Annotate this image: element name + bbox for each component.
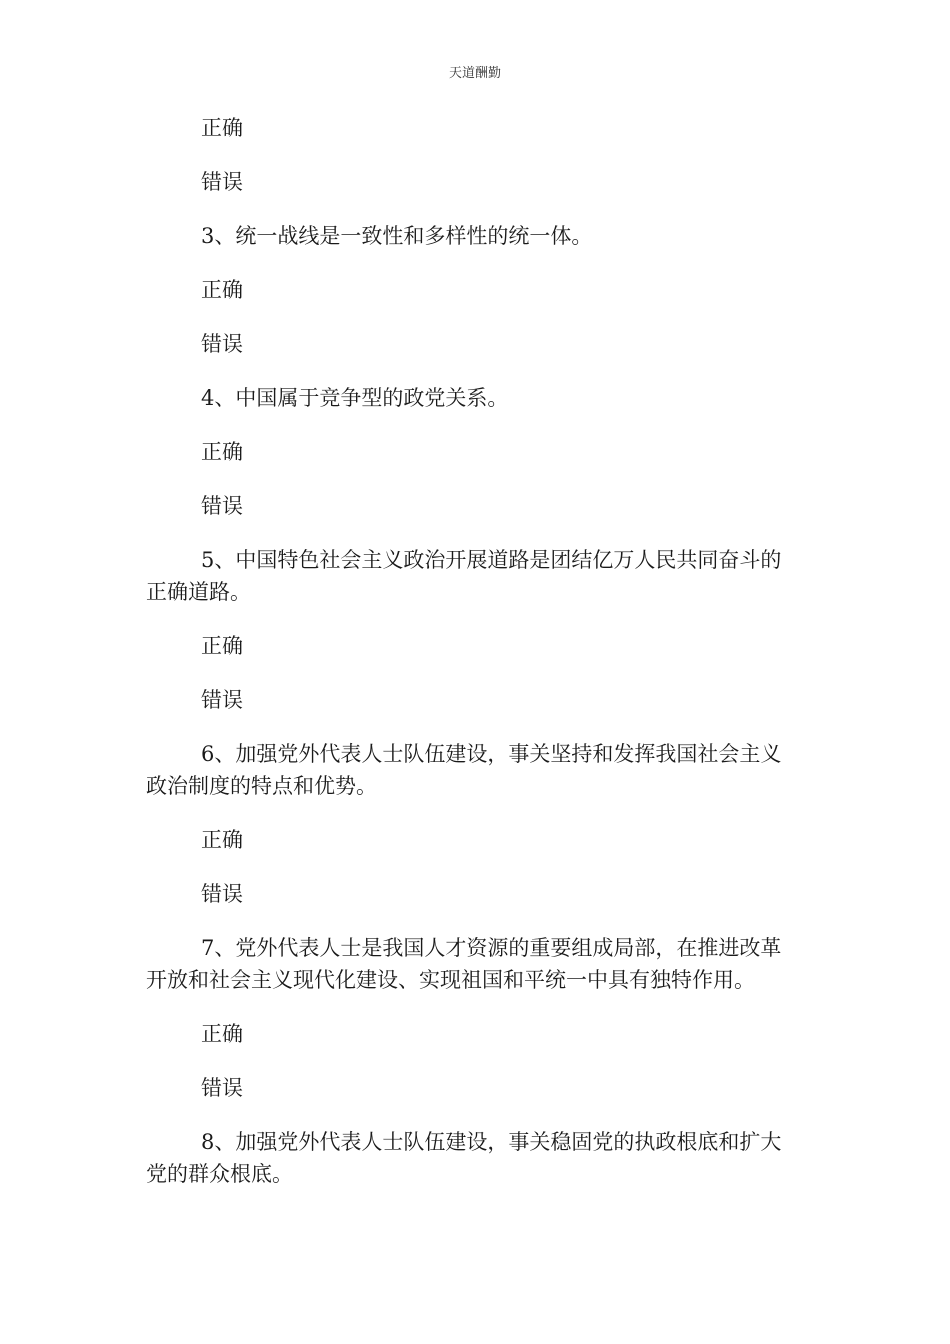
option-correct: 正确 bbox=[201, 116, 243, 140]
document-body bbox=[146, 112, 796, 1212]
option-correct: 正确 bbox=[201, 828, 243, 852]
question-text: 8、加强党外代表人士队伍建设，事关稳固党的执政根底和扩大 bbox=[201, 1130, 782, 1154]
question-text-continued: 正确道路。 bbox=[146, 580, 251, 604]
option-correct: 正确 bbox=[201, 440, 243, 464]
option-wrong: 错误 bbox=[201, 882, 243, 906]
question-6 bbox=[146, 738, 796, 802]
question-4 bbox=[146, 382, 796, 414]
page-header: 天道酬勤 bbox=[448, 66, 501, 81]
option-wrong: 错误 bbox=[201, 1076, 243, 1100]
question-text-continued: 开放和社会主义现代化建设、实现祖国和平统一中具有独特作用。 bbox=[146, 968, 755, 992]
option-wrong: 错误 bbox=[201, 332, 243, 356]
option-wrong: 错误 bbox=[201, 494, 243, 518]
question-text: 5、中国特色社会主义政治开展道路是团结亿万人民共同奋斗的 bbox=[201, 548, 782, 572]
question-text-continued: 党的群众根底。 bbox=[146, 1162, 293, 1186]
option-correct: 正确 bbox=[201, 278, 243, 302]
question-text: 6、加强党外代表人士队伍建设，事关坚持和发挥我国社会主义 bbox=[201, 742, 782, 766]
option-correct: 正确 bbox=[201, 1022, 243, 1046]
option-wrong: 错误 bbox=[201, 170, 243, 194]
question-8 bbox=[146, 1126, 796, 1190]
option-wrong: 错误 bbox=[201, 688, 243, 712]
question-text: 3、统一战线是一致性和多样性的统一体。 bbox=[201, 224, 593, 248]
option-correct: 正确 bbox=[201, 634, 243, 658]
question-7 bbox=[146, 932, 796, 996]
question-5 bbox=[146, 544, 796, 608]
question-text: 7、党外代表人士是我国人才资源的重要组成局部，在推进改革 bbox=[201, 936, 782, 960]
question-3 bbox=[146, 220, 796, 252]
question-text: 4、中国属于竞争型的政党关系。 bbox=[201, 386, 509, 410]
question-text-continued: 政治制度的特点和优势。 bbox=[146, 774, 377, 798]
